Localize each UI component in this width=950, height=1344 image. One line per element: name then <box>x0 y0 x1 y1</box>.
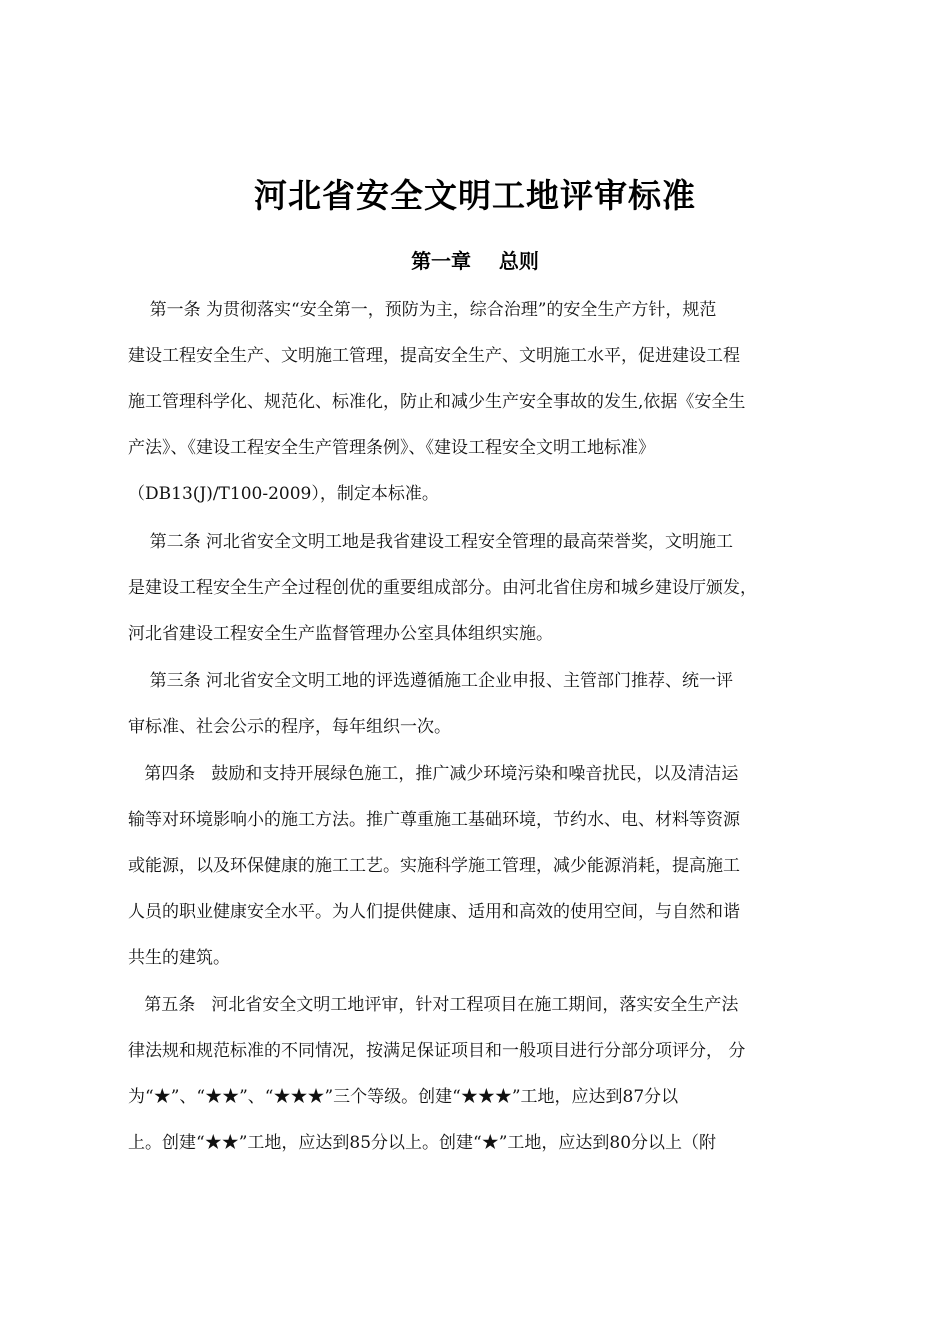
text-line: 审标准、社会公示的程序，每年组织一次。 <box>128 717 451 737</box>
text-line: 第三条 河北省安全文明工地的评选遵循施工企业申报、主管部门推荐、统一评 <box>128 671 734 691</box>
text-line: （DB13(J)/T100-2009），制定本标准。 <box>128 484 439 504</box>
text-line: 或能源，以及环保健康的施工工艺。实施科学施工管理，减少能源消耗，提高施工 <box>128 856 740 876</box>
document-title: 河北省安全文明工地评审标准 <box>254 176 696 215</box>
text-line: 输等对环境影响小的施工方法。推广尊重施工基础环境，节约水、电、材料等资源 <box>128 810 740 830</box>
text-line: 建设工程安全生产、文明施工管理，提高安全生产、文明施工水平，促进建设工程 <box>128 346 740 366</box>
chapter-heading: 第一章 总则 <box>411 249 539 273</box>
text-line: 律法规和规范标准的不同情况，按满足保证项目和一般项目进行分部分项评分， 分 <box>128 1041 746 1061</box>
text-line: 第一条 为贯彻落实“安全第一，预防为主，综合治理”的安全生产方针，规范 <box>128 300 717 320</box>
text-line: 第四条 鼓励和支持开展绿色施工，推广减少环境污染和噪音扰民，以及清洁运 <box>128 764 739 784</box>
text-line: 为“★”、“★★”、“★★★”三个等级。创建“★★★”工地，应达到87分以 <box>128 1087 679 1107</box>
text-line: 共生的建筑。 <box>128 948 230 968</box>
text-line: 上。创建“★★”工地，应达到85分以上。创建“★”工地，应达到80分以上（附 <box>128 1133 717 1153</box>
text-line: 产法》、《建设工程安全生产管理条例》、《建设工程安全文明工地标准》 <box>128 438 655 458</box>
text-line: 第二条 河北省安全文明工地是我省建设工程安全管理的最高荣誉奖，文明施工 <box>128 532 734 552</box>
text-line: 人员的职业健康安全水平。为人们提供健康、适用和高效的使用空间，与自然和谐 <box>128 902 740 922</box>
text-line: 施工管理科学化、规范化、标准化，防止和减少生产安全事故的发生,依据《安全生 <box>128 392 746 412</box>
text-line: 河北省建设工程安全生产监督管理办公室具体组织实施。 <box>128 624 553 644</box>
text-line: 是建设工程安全生产全过程创优的重要组成部分。由河北省住房和城乡建设厅颁发， <box>128 578 757 598</box>
text-line: 第五条 河北省安全文明工地评审，针对工程项目在施工期间，落实安全生产法 <box>128 995 739 1015</box>
